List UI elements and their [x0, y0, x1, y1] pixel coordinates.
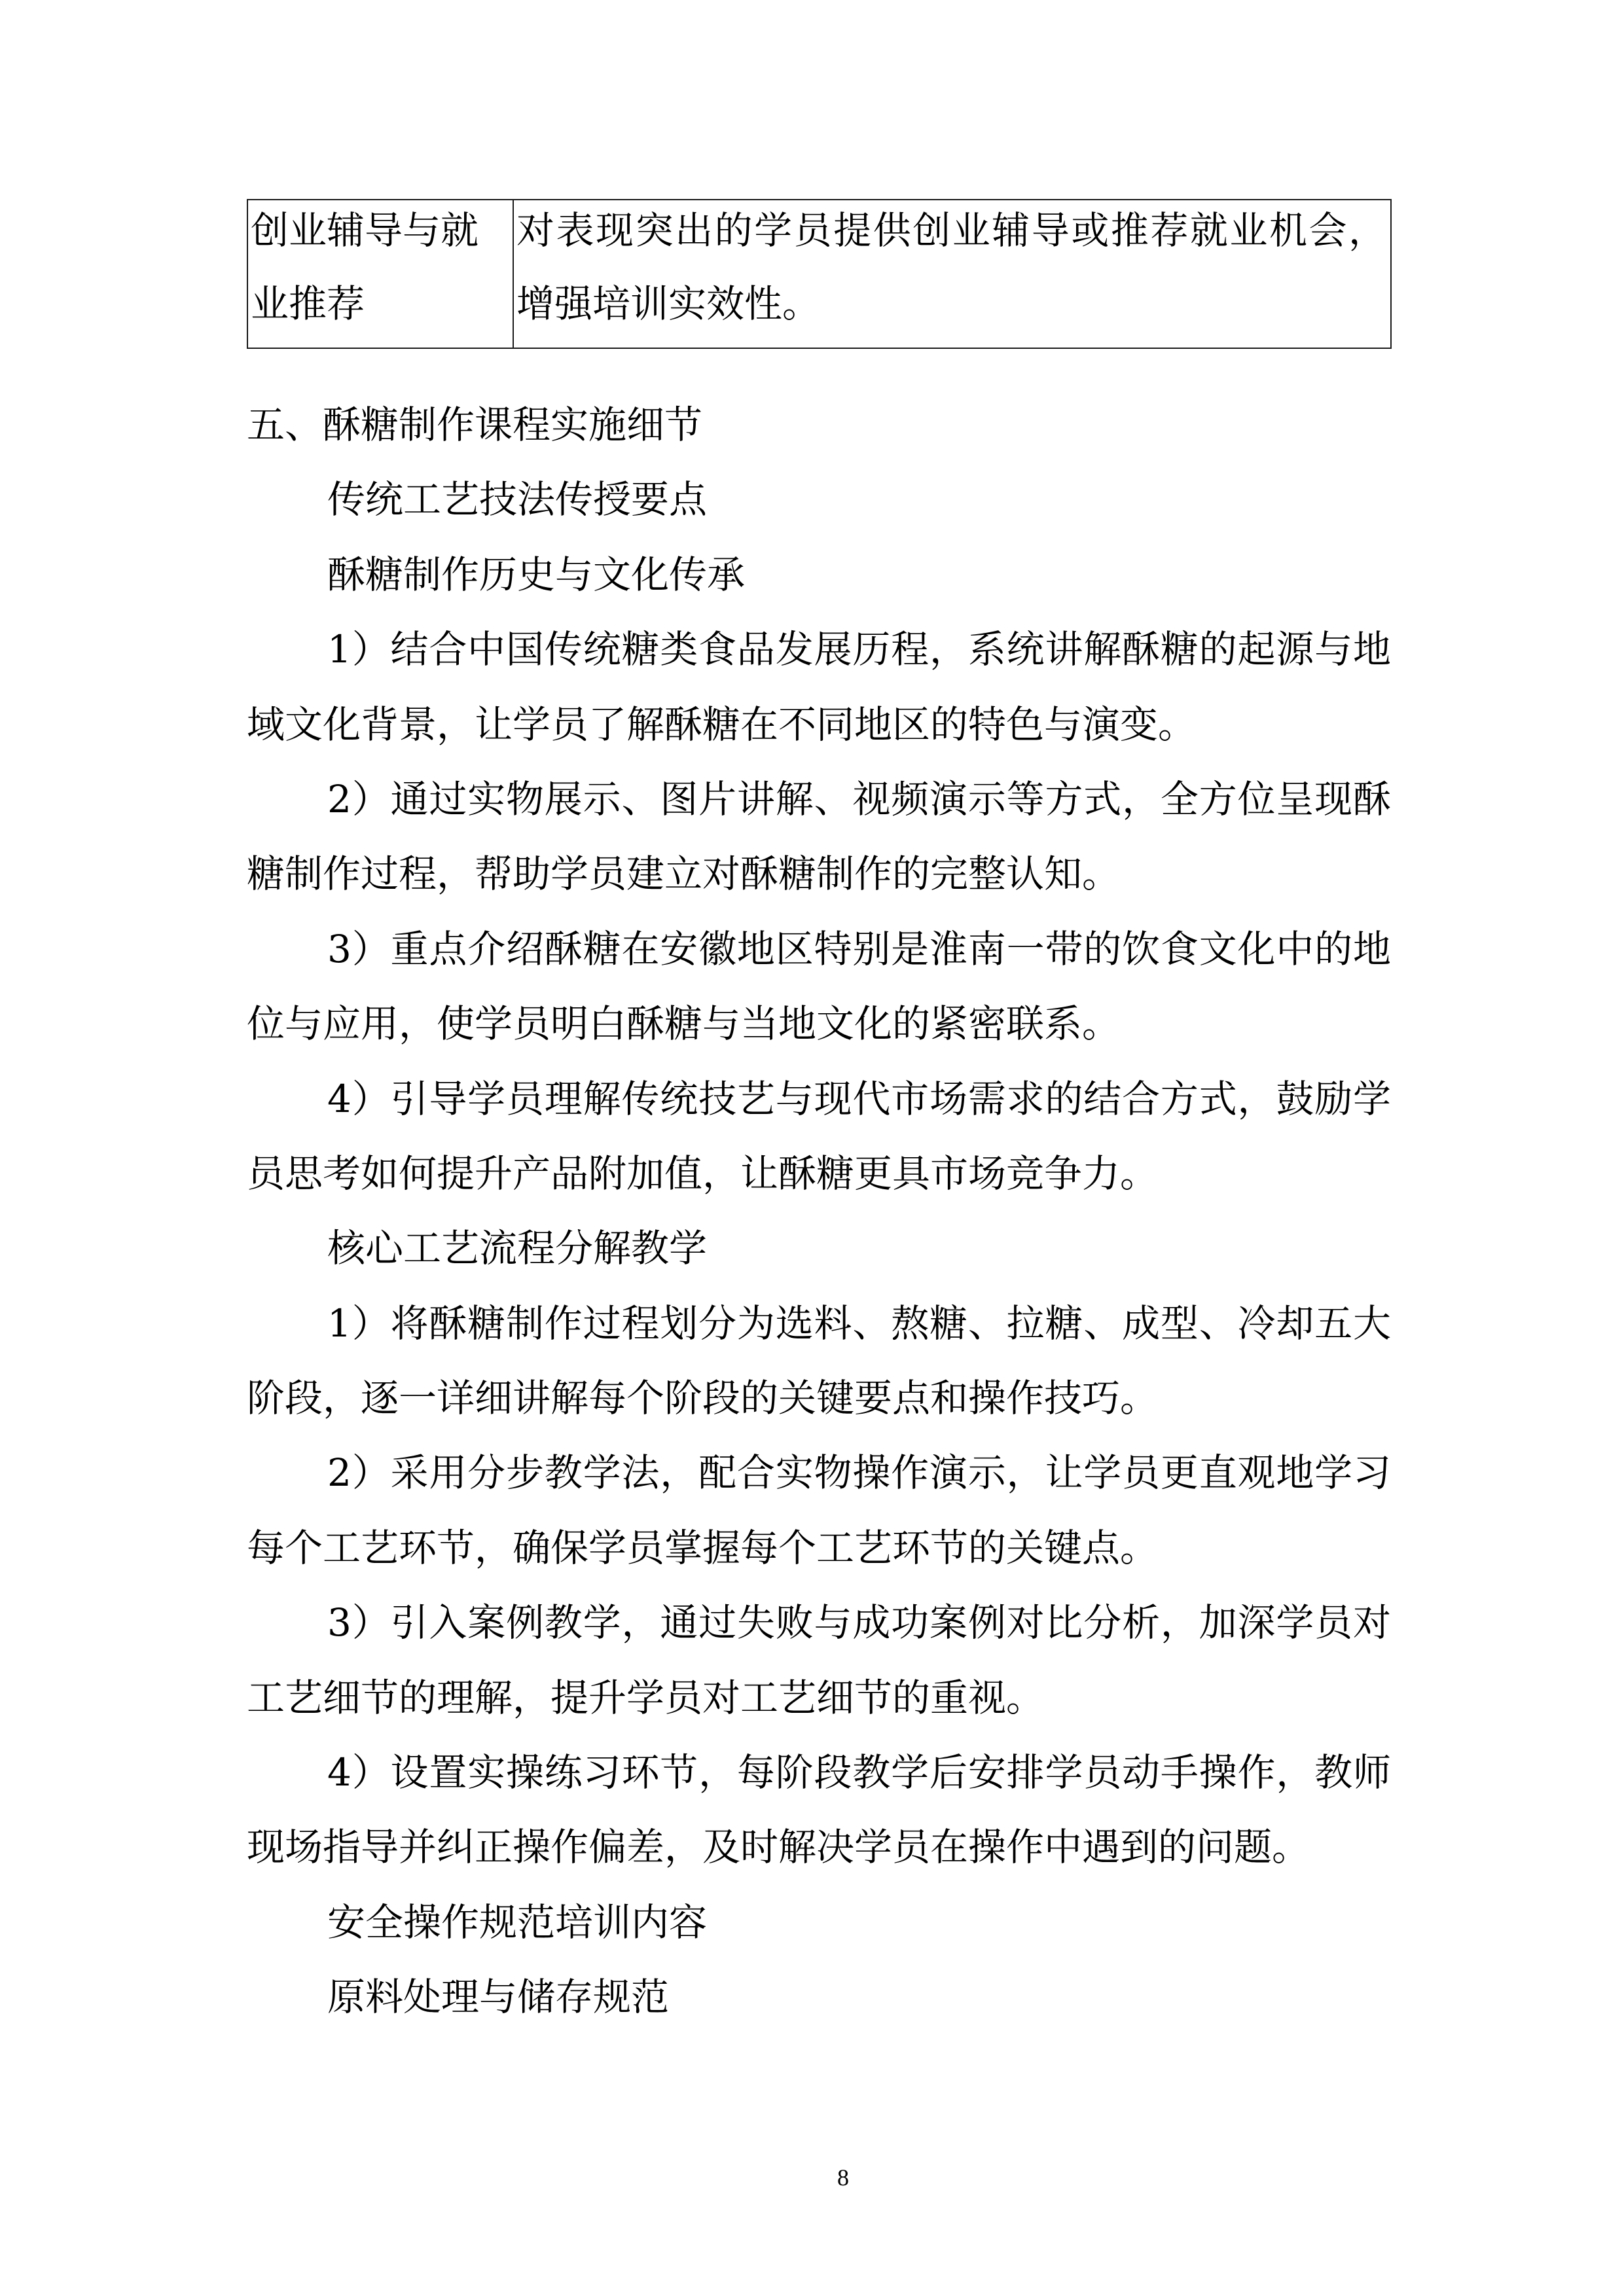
list-item-line: 3）重点介绍酥糖在安徽地区特别是淮南一带的饮食文化中的地: [327, 926, 1391, 971]
list-item: [247, 1585, 1391, 1735]
list-item-line: 域文化背景，让学员了解酥糖在不同地区的特色与演变。: [247, 702, 1197, 747]
list-item-line: 2）采用分步教学法，配合实物操作演示，让学员更直观地学习: [327, 1450, 1391, 1496]
table-cell-content: [514, 200, 1390, 348]
list-item-line: 每个工艺环节，确保学员掌握每个工艺环节的关键点。: [247, 1525, 1159, 1570]
list-item-line: 1）将酥糖制作过程划分为选料、熬糖、拉糖、成型、冷却五大: [327, 1300, 1391, 1346]
list-item: [247, 1735, 1391, 1885]
section-heading: 五、酥糖制作课程实施细节: [247, 403, 703, 447]
list-item-line: 4）设置实操练习环节，每阶段教学后安排学员动手操作，教师: [327, 1750, 1391, 1795]
list-item-line: 员思考如何提升产品附加值，让酥糖更具市场竞争力。: [247, 1151, 1159, 1196]
list-item: [247, 1435, 1391, 1585]
list-item-line: 阶段，逐一详细讲解每个阶段的关键要点和操作技巧。: [247, 1376, 1159, 1421]
page-number: 8: [837, 2164, 849, 2191]
table-cell-line: 业推荐: [251, 281, 365, 326]
table-cell-label-text: [251, 200, 513, 340]
table-row: [248, 200, 1390, 348]
part-title: 传统工艺技法传授要点: [327, 477, 708, 522]
list-item: [247, 1062, 1391, 1211]
table: [247, 199, 1392, 349]
list-item-line: 1）结合中国传统糖类食品发展历程，系统讲解酥糖的起源与地: [327, 627, 1391, 672]
table-cell-line: 创业辅导与就: [251, 208, 479, 253]
list-item-line: 3）引入案例教学，通过失败与成功案例对比分析，加深学员对: [327, 1600, 1391, 1645]
list-item: [247, 912, 1391, 1062]
topic-title: 原料处理与储存规范: [327, 1975, 670, 2020]
list-item: [247, 762, 1391, 912]
table-cell-label: [248, 200, 514, 348]
topic-title: 核心工艺流程分解教学: [327, 1226, 708, 1271]
section: [247, 387, 1391, 2035]
list-item-line: 位与应用，使学员明白酥糖与当地文化的紧密联系。: [247, 1001, 1121, 1047]
topic-title: 酥糖制作历史与文化传承: [327, 552, 746, 597]
list-item-line: 4）引导学员理解传统技艺与现代市场需求的结合方式，鼓励学: [327, 1076, 1391, 1121]
table-cell-line: 对表现突出的学员提供创业辅导或推荐就业机会，: [516, 208, 1386, 253]
list-item: [247, 612, 1391, 762]
list-item: [247, 1286, 1391, 1436]
table-cell-content-text: [516, 200, 1386, 340]
list-item-line: 2）通过实物展示、图片讲解、视频演示等方式，全方位呈现酥: [327, 776, 1391, 821]
list-item-line: 现场指导并纠正操作偏差，及时解决学员在操作中遇到的问题。: [247, 1825, 1310, 1870]
table-cell-line: 增强培训实效性。: [516, 281, 821, 326]
part-title: 安全操作规范培训内容: [327, 1899, 708, 1945]
list-item-line: 工艺细节的理解，提升学员对工艺细节的重视。: [247, 1675, 1045, 1720]
list-item-line: 糖制作过程，帮助学员建立对酥糖制作的完整认知。: [247, 852, 1121, 897]
